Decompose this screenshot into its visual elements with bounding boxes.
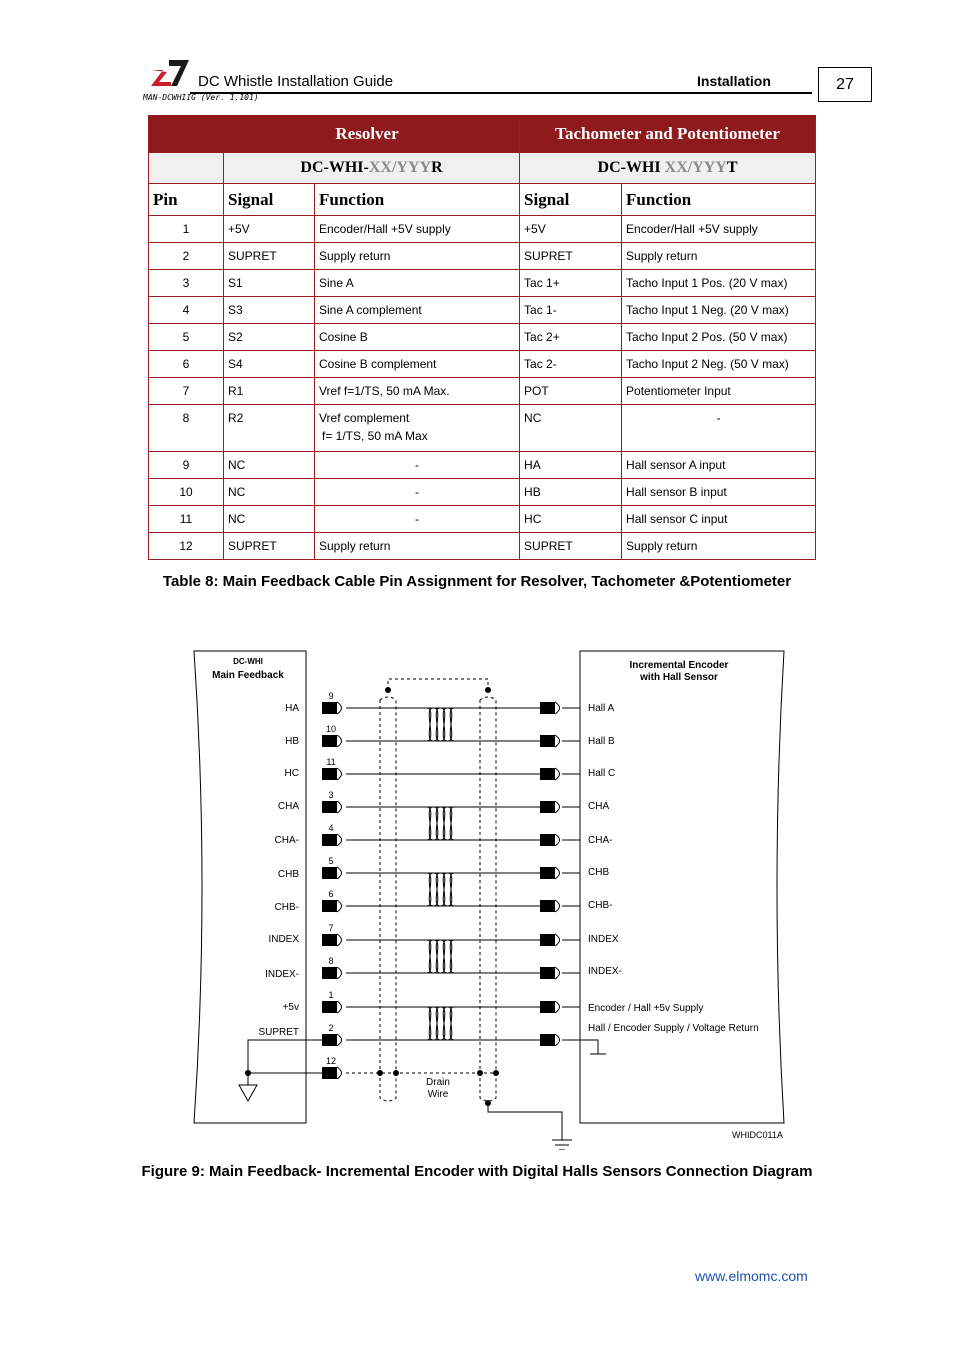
drive-signal-label: INDEX- bbox=[265, 969, 299, 980]
connector-pin-right-cap bbox=[555, 1001, 560, 1013]
encoder-signal-label: INDEX bbox=[588, 934, 619, 945]
drain-node bbox=[493, 1070, 499, 1076]
twisted-pair bbox=[441, 807, 447, 840]
encoder-signal-label: Hall / Encoder Supply / Voltage Return bbox=[588, 1023, 759, 1034]
table-row bbox=[149, 270, 816, 297]
connector-pin-left-cap bbox=[337, 834, 342, 846]
drive-signal-label: CHB- bbox=[274, 902, 299, 913]
connector-pin-left bbox=[322, 834, 337, 846]
section-title: Installation bbox=[697, 73, 771, 89]
col-resolver-function: Function bbox=[315, 184, 520, 216]
twisted-pair bbox=[434, 1007, 440, 1040]
table-row bbox=[149, 324, 816, 351]
pin-cell: 11 bbox=[149, 506, 224, 533]
connector-pin-left-cap bbox=[337, 900, 342, 912]
connector-pin-left bbox=[322, 801, 337, 813]
encoder-signal-label: INDEX- bbox=[588, 966, 622, 977]
twisted-pair bbox=[448, 807, 454, 840]
column-header-row bbox=[149, 184, 816, 216]
twisted-pair bbox=[448, 873, 454, 906]
connector-pin-right-cap bbox=[555, 702, 560, 714]
connector-pin-left bbox=[322, 1001, 337, 1013]
connector-pin-left bbox=[322, 735, 337, 747]
connector-pin-left-cap bbox=[337, 702, 342, 714]
shield-bridge bbox=[388, 679, 488, 690]
pin-number: 5 bbox=[328, 856, 334, 866]
model-blank-cell bbox=[149, 153, 224, 184]
resolver-function-cell: - bbox=[315, 479, 520, 506]
tacho-function-cell: Potentiometer Input bbox=[622, 378, 816, 405]
pin-cell: 5 bbox=[149, 324, 224, 351]
connector-pin-right bbox=[540, 900, 555, 912]
twisted-pair bbox=[441, 708, 447, 741]
resolver-model: DC-WHI-XX/YYYR bbox=[224, 153, 520, 184]
connector-pin-left-cap bbox=[337, 967, 342, 979]
connector-pin-left-cap bbox=[337, 867, 342, 879]
resolver-signal-cell: NC bbox=[224, 506, 315, 533]
resolver-signal-cell: R2 bbox=[224, 405, 315, 452]
twisted-pair bbox=[441, 1007, 447, 1040]
connector-pin-left-cap bbox=[337, 1034, 342, 1046]
pin-number: 3 bbox=[328, 790, 334, 800]
twisted-pair bbox=[441, 940, 447, 973]
encoder-box bbox=[580, 651, 784, 1123]
pin-number: 12 bbox=[325, 1056, 337, 1066]
connector-pin-right bbox=[540, 1001, 555, 1013]
tacho-signal-cell: SUPRET bbox=[520, 533, 622, 560]
tacho-signal-cell: NC bbox=[520, 405, 622, 452]
connector-pin-right bbox=[540, 834, 555, 846]
twisted-pair bbox=[448, 1007, 454, 1040]
twisted-pair bbox=[441, 873, 447, 906]
resolver-function-cell: Vref f=1/TS, 50 mA Max. bbox=[315, 378, 520, 405]
drive-signal-label: CHA- bbox=[274, 835, 299, 846]
pin-cell: 8 bbox=[149, 405, 224, 452]
table-row bbox=[149, 405, 816, 452]
resolver-function-cell: Sine A bbox=[315, 270, 520, 297]
connector-pin-left-cap bbox=[337, 934, 342, 946]
connector-pin-right bbox=[540, 867, 555, 879]
twisted-pair bbox=[427, 940, 433, 973]
resolver-banner: Resolver bbox=[149, 116, 520, 153]
resolver-function-cell: - bbox=[315, 452, 520, 479]
tacho-function-cell: Encoder/Hall +5V supply bbox=[622, 216, 816, 243]
encoder-signal-label: Hall B bbox=[588, 736, 615, 747]
tacho-model: DC-WHI XX/YYYT bbox=[520, 153, 816, 184]
drain-wire-label-2: Wire bbox=[427, 1089, 449, 1100]
drain-node bbox=[393, 1070, 399, 1076]
connector-pin-right-cap bbox=[555, 834, 560, 846]
drive-signal-label: CHB bbox=[277, 869, 299, 880]
connector-pin-right-cap bbox=[555, 967, 560, 979]
pin-cell: 1 bbox=[149, 216, 224, 243]
pin-cell: 3 bbox=[149, 270, 224, 297]
encoder-signal-label: CHB- bbox=[588, 900, 613, 911]
pin-number: 2 bbox=[328, 1023, 334, 1033]
tacho-signal-cell: Tac 2+ bbox=[520, 324, 622, 351]
resolver-function-line-2: f= 1/TS, 50 mA Max bbox=[322, 429, 428, 443]
pin-number: 7 bbox=[328, 923, 334, 933]
resolver-signal-cell: NC bbox=[224, 452, 315, 479]
connector-pin-right bbox=[540, 967, 555, 979]
figure-reference-code: WHIDC011A bbox=[732, 1130, 783, 1140]
ground-wire bbox=[488, 1103, 562, 1140]
table-caption: Table 8: Main Feedback Cable Pin Assignment for Resolver, Tachometer &Potentiometer bbox=[162, 573, 792, 590]
resolver-function-cell: Cosine B complement bbox=[315, 351, 520, 378]
pin-number: 9 bbox=[328, 691, 334, 701]
pin-cell: 9 bbox=[149, 452, 224, 479]
shield-node bbox=[485, 687, 491, 693]
twisted-pair bbox=[427, 873, 433, 906]
connector-pin-right bbox=[540, 735, 555, 747]
connector-pin-left-cap bbox=[337, 801, 342, 813]
pin-cell: 4 bbox=[149, 297, 224, 324]
connector-pin-right-cap bbox=[555, 801, 560, 813]
model-row bbox=[149, 153, 816, 184]
connector-pin-right-cap bbox=[555, 768, 560, 780]
tacho-signal-cell: Tac 2- bbox=[520, 351, 622, 378]
tacho-function-cell: Supply return bbox=[622, 533, 816, 560]
connector-pin-left-cap bbox=[337, 1001, 342, 1013]
drive-title: DC-WHI bbox=[233, 657, 263, 666]
encoder-signal-label: Hall A bbox=[588, 703, 615, 714]
encoder-signal-label: Hall C bbox=[588, 768, 616, 779]
connector-pin-left bbox=[322, 934, 337, 946]
table-row bbox=[149, 351, 816, 378]
tacho-signal-cell: HB bbox=[520, 479, 622, 506]
table-row bbox=[149, 216, 816, 243]
tacho-function-cell: Supply return bbox=[622, 243, 816, 270]
resolver-function-cell: - bbox=[315, 506, 520, 533]
connector-pin-right bbox=[540, 1034, 555, 1046]
chassis-ground-symbol bbox=[239, 1085, 257, 1101]
twisted-pair bbox=[448, 940, 454, 973]
connector-pin-right bbox=[540, 801, 555, 813]
resolver-function-cell: Sine A complement bbox=[315, 297, 520, 324]
pin-cell: 2 bbox=[149, 243, 224, 270]
resolver-function-cell: Supply return bbox=[315, 243, 520, 270]
drive-signal-label: CHA bbox=[277, 801, 299, 812]
resolver-signal-cell: +5V bbox=[224, 216, 315, 243]
connector-pin-left-cap bbox=[337, 1067, 342, 1079]
col-tacho-signal: Signal bbox=[520, 184, 622, 216]
twisted-pair bbox=[434, 708, 440, 741]
tacho-signal-cell: HC bbox=[520, 506, 622, 533]
resolver-signal-cell: S4 bbox=[224, 351, 315, 378]
pin-cell: 7 bbox=[149, 378, 224, 405]
resolver-function-cell: Encoder/Hall +5V supply bbox=[315, 216, 520, 243]
table-row bbox=[149, 243, 816, 270]
page-number: 27 bbox=[818, 67, 872, 102]
return-ground-wire bbox=[580, 1040, 598, 1054]
encoder-signal-label: CHA- bbox=[588, 835, 613, 846]
connector-pin-right-cap bbox=[555, 1034, 560, 1046]
twisted-pair bbox=[434, 807, 440, 840]
connector-pin-left bbox=[322, 1067, 337, 1079]
drive-signal-label: +5v bbox=[282, 1002, 299, 1013]
drive-box bbox=[194, 651, 306, 1123]
pin-assignment-table bbox=[148, 115, 816, 560]
drive-subtitle: Main Feedback bbox=[212, 670, 284, 681]
drive-signal-label: HA bbox=[285, 703, 299, 714]
resolver-function-cell: Cosine B bbox=[315, 324, 520, 351]
connector-pin-left-cap bbox=[337, 768, 342, 780]
pin-cell: 12 bbox=[149, 533, 224, 560]
pin-number: 11 bbox=[326, 757, 336, 767]
resolver-signal-cell: S3 bbox=[224, 297, 315, 324]
connector-pin-right bbox=[540, 768, 555, 780]
connection-diagram bbox=[150, 640, 810, 1150]
twisted-pair bbox=[427, 708, 433, 741]
twisted-pair bbox=[448, 708, 454, 741]
resolver-signal-cell: S1 bbox=[224, 270, 315, 297]
twisted-pair bbox=[434, 873, 440, 906]
pin-cell: 10 bbox=[149, 479, 224, 506]
twisted-pair bbox=[427, 807, 433, 840]
col-pin: Pin bbox=[149, 184, 224, 216]
tacho-banner: Tachometer and Potentiometer bbox=[520, 116, 816, 153]
tacho-signal-cell: +5V bbox=[520, 216, 622, 243]
tacho-signal-cell: SUPRET bbox=[520, 243, 622, 270]
drain-wire-label: Drain bbox=[426, 1077, 450, 1088]
pin-number: 6 bbox=[328, 889, 334, 899]
drive-signal-label: HC bbox=[284, 768, 299, 779]
resolver-signal-cell: SUPRET bbox=[224, 533, 315, 560]
table-row bbox=[149, 506, 816, 533]
tacho-function-cell: Tacho Input 2 Neg. (50 V max) bbox=[622, 351, 816, 378]
encoder-title: Incremental Encoder bbox=[629, 660, 729, 671]
connector-pin-right bbox=[540, 702, 555, 714]
tacho-function-cell: - bbox=[622, 405, 816, 452]
twisted-pair bbox=[434, 940, 440, 973]
table-row bbox=[149, 297, 816, 324]
encoder-subtitle: with Hall Sensor bbox=[640, 672, 718, 683]
pin-number: 8 bbox=[328, 956, 334, 966]
connector-pin-left bbox=[322, 1034, 337, 1046]
connector-pin-left bbox=[322, 768, 337, 780]
version-label: MAN-DCWHIIG (Ver. 1.101) bbox=[143, 93, 259, 102]
ground-node bbox=[245, 1070, 251, 1076]
drain-node bbox=[377, 1070, 383, 1076]
tacho-signal-cell: HA bbox=[520, 452, 622, 479]
tacho-function-cell: Tacho Input 1 Pos. (20 V max) bbox=[622, 270, 816, 297]
figure-caption: Figure 9: Main Feedback- Incremental Encoder with Digital Halls Sensors Connection Diagram bbox=[141, 1163, 813, 1180]
resolver-signal-cell: S2 bbox=[224, 324, 315, 351]
connector-pin-right-cap bbox=[555, 735, 560, 747]
tacho-signal-cell: POT bbox=[520, 378, 622, 405]
footer-website-link[interactable]: www.elmomc.com bbox=[695, 1268, 808, 1284]
drive-signal-label: HB bbox=[285, 736, 299, 747]
shield-node bbox=[385, 687, 391, 693]
tacho-signal-cell: Tac 1- bbox=[520, 297, 622, 324]
table-banner-row bbox=[149, 116, 816, 153]
connector-pin-left bbox=[322, 867, 337, 879]
table-row bbox=[149, 452, 816, 479]
connector-pin-right-cap bbox=[555, 867, 560, 879]
elmo-logo bbox=[149, 58, 189, 88]
tacho-function-cell: Hall sensor A input bbox=[622, 452, 816, 479]
table-row bbox=[149, 533, 816, 560]
table-row bbox=[149, 479, 816, 506]
pin-number: 1 bbox=[328, 990, 334, 1000]
resolver-signal-cell: SUPRET bbox=[224, 243, 315, 270]
drain-node bbox=[477, 1070, 483, 1076]
header-rule bbox=[190, 92, 812, 94]
connector-pin-left bbox=[322, 900, 337, 912]
resolver-function-cell: Supply return bbox=[315, 533, 520, 560]
tacho-function-cell: Tacho Input 2 Pos. (50 V max) bbox=[622, 324, 816, 351]
tacho-signal-cell: Tac 1+ bbox=[520, 270, 622, 297]
connector-pin-left bbox=[322, 702, 337, 714]
drive-signal-label: INDEX bbox=[268, 934, 299, 945]
resolver-function-cell: Vref complement f= 1/TS, 50 mA Max bbox=[315, 405, 520, 452]
pin-cell: 6 bbox=[149, 351, 224, 378]
col-resolver-signal: Signal bbox=[224, 184, 315, 216]
connector-pin-right-cap bbox=[555, 934, 560, 946]
table-row bbox=[149, 378, 816, 405]
col-tacho-function: Function bbox=[622, 184, 816, 216]
drive-signal-label: SUPRET bbox=[258, 1027, 299, 1038]
tacho-function-cell: Hall sensor C input bbox=[622, 506, 816, 533]
encoder-signal-label: CHA bbox=[588, 801, 610, 812]
connector-pin-left bbox=[322, 967, 337, 979]
encoder-signal-label: Encoder / Hall +5v Supply bbox=[588, 1003, 704, 1014]
supret-ground-wire bbox=[248, 1040, 322, 1085]
pin-number: 10 bbox=[325, 724, 337, 734]
tacho-function-cell: Hall sensor B input bbox=[622, 479, 816, 506]
pin-number: 4 bbox=[328, 823, 334, 833]
tacho-function-cell: Tacho Input 1 Neg. (20 V max) bbox=[622, 297, 816, 324]
document-title: DC Whistle Installation Guide bbox=[198, 73, 394, 90]
twisted-pair bbox=[427, 1007, 433, 1040]
connector-pin-right-cap bbox=[555, 900, 560, 912]
connector-pin-left-cap bbox=[337, 735, 342, 747]
resolver-signal-cell: R1 bbox=[224, 378, 315, 405]
connector-pin-right bbox=[540, 934, 555, 946]
resolver-signal-cell: NC bbox=[224, 479, 315, 506]
encoder-signal-label: CHB bbox=[588, 867, 610, 878]
